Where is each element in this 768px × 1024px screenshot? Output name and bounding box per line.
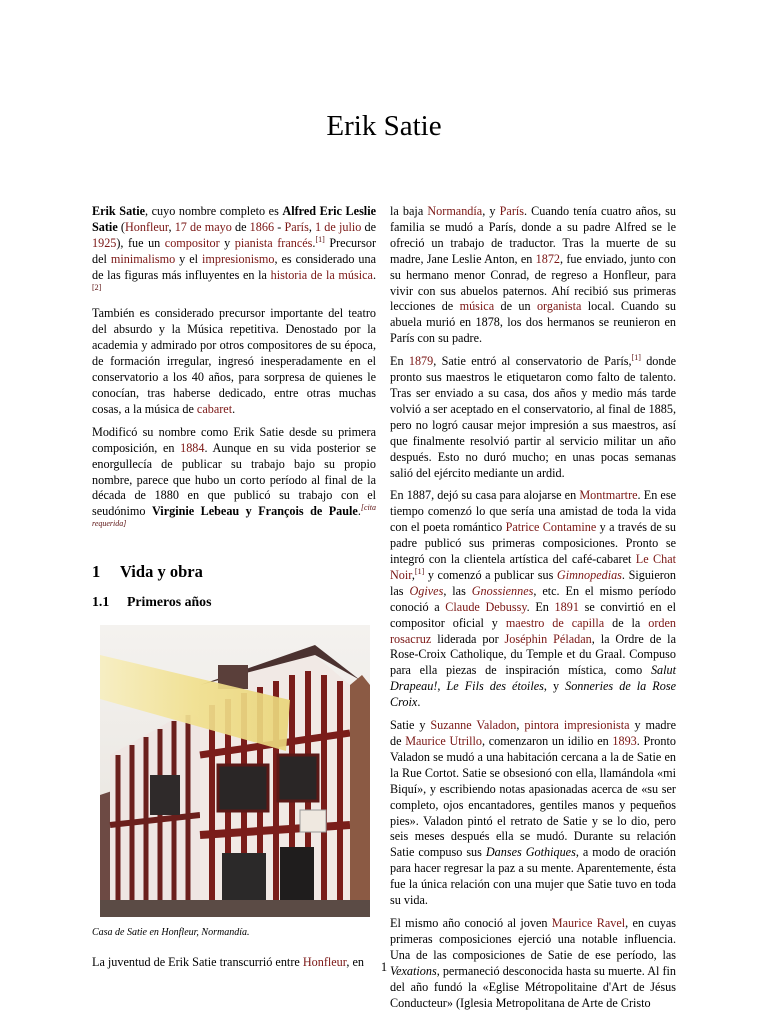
- page-title: Erik Satie: [326, 110, 442, 142]
- citation-ref: [92, 282, 101, 291]
- citation-needed-link[interactable]: [cita requerida]: [92, 503, 376, 529]
- section-heading: [92, 564, 376, 580]
- link-orden-rosacruz[interactable]: orden rosacruz: [390, 615, 676, 646]
- link-gimnopedias[interactable]: Gimnopedias: [556, 567, 622, 582]
- link-maurice-ravel[interactable]: Maurice Ravel: [551, 915, 626, 930]
- link-17-mayo[interactable]: 17 de mayo: [174, 219, 232, 234]
- paragraph-montmartre: En 1887, dejó su casa para alojarse en Montmartre. En ese tiempo comenzó lo que sería una amistad de toda la vida con el poeta romántico Patrice Contamine y a través de su padre publicó sus primeras composiciones. Pronto se integró con la clientela artística del café-cabaret Le Chat Noir,[1] y comenzó a publicar sus Gimnopedias. Siguieron las Ogives, las Gnossiennes, etc. En el mismo período conoció a Claude Debussy. En 1891 se convirtió en el compositor oficial y maestro de capilla de la orden rosacruz liderada por Joséphin Péladan, la Ordre de la Rose-Croix Catholique, du Temple et du Graal. Compuso para ella piezas de inspiración mística, como Salut Drapeau!, Le Fils des étoiles, y Sonneries de la Rose Croix.: [390, 488, 676, 710]
- link-claude-debussy[interactable]: Claude Debussy: [445, 599, 527, 614]
- link-montmartre[interactable]: Montmartre: [579, 488, 638, 503]
- citation-ref: [415, 567, 424, 576]
- citation-1[interactable]: [1]: [315, 234, 325, 244]
- work-title: Le Fils des étoiles: [446, 679, 544, 694]
- link-maestro-capilla[interactable]: maestro de capilla: [505, 615, 605, 630]
- citation-1c[interactable]: [1]: [414, 566, 425, 576]
- link-normandia[interactable]: Normandía: [427, 204, 483, 218]
- link-josephin-peladan[interactable]: Joséphin Péladan: [504, 631, 592, 646]
- link-honfleur[interactable]: Honfleur: [124, 219, 169, 234]
- link-1925[interactable]: 1925: [92, 235, 117, 250]
- work-title: Sonneries de la Rose Croix: [390, 679, 676, 710]
- link-pintora-impresionista[interactable]: pintora impresionista: [524, 718, 630, 733]
- paragraph-conservatorio: En 1879, Satie entró al conservatorio de París,[1] donde pronto sus maestros le etiquetaron como falto de talento. Tras ser enviado a su casa, dos años y medio más tarde volvió a ser aceptado en el conservatorio, al final de 1885, pero no logró causar mejor impresión a sus maestros, así que finalmente resolvió partir al servicio militar un año después. Esto no duró mucho; en unas pocas semanas salió del ejército mediante un ardid.: [390, 353, 676, 480]
- work-title: Vexations: [390, 963, 437, 978]
- link-1893[interactable]: 1893: [612, 734, 637, 748]
- link-historia-musica[interactable]: historia de la música: [270, 267, 373, 282]
- link-1866[interactable]: 1866: [249, 219, 275, 234]
- link-1879[interactable]: 1879: [408, 354, 434, 369]
- section-number: 1: [92, 562, 101, 582]
- left-column: [92, 204, 376, 978]
- link-impresionismo[interactable]: impresionismo: [201, 251, 275, 266]
- paragraph-ravel: El mismo año conoció al joven Maurice Ravel, en cuyas primeras composiciones ejerció una notable influencia. Una de las composiciones de Satie de ese período, las Vexations, permaneció desconocida hasta su muerte. Al fin del año fundó la «Eglise Métropolitaine d'Art de Jésus Conducteur» (Iglesia Metropolitana de Arte de Cristo: [390, 915, 677, 1010]
- link-1872[interactable]: 1872: [535, 251, 561, 266]
- link-compositor[interactable]: compositor: [164, 235, 220, 250]
- page-number: 1: [380, 960, 388, 974]
- bold-name: Erik Satie: [92, 204, 146, 218]
- link-1-julio[interactable]: 1 de julio: [315, 219, 362, 234]
- link-pianista[interactable]: pianista: [234, 235, 273, 250]
- link-le-chat-noir[interactable]: Le Chat Noir: [390, 552, 676, 582]
- paragraph-precursor: También es considerado precursor importante del teatro del absurdo y la Música repetitiva. Denostado por la academia y admirado por otros compositores de su época, de formación irregular, ingresó inesperadamente en el conservatorio a los 40 años, para sorpresa de quienes le conocían, tras haberse dedicado, entre otras muchas cosas, a la música de cabaret.: [92, 306, 376, 416]
- right-column: [390, 204, 676, 1018]
- link-suzanne-valadon[interactable]: Suzanne Valadon: [430, 718, 517, 733]
- work-title: Danses Gothiques: [485, 845, 576, 860]
- link-musica[interactable]: música: [459, 299, 495, 314]
- link-minimalismo[interactable]: minimalismo: [110, 251, 176, 266]
- link-frances[interactable]: francés: [277, 235, 313, 250]
- subsection-number: 1.1: [92, 594, 110, 610]
- link-cabaret[interactable]: cabaret: [196, 401, 233, 416]
- paragraph-normandia: la baja Normandía, y París. Cuando tenía cuatro años, su familia se mudó a París, donde a su padre Alfred se le ofreció un trabajo de traductor. Tras la muerte de su madre, Jane Leslie Anton, en 1872, fue enviado, junto con su hermano menor Conrad, de regreso a Honfleur, para vivir con sus abuelos paternos. Ahí recibió sus primeras lecciones de música de un organista local. Cuando su abuela murió en 1878, los dos hermanos se reunieron en París con su padre.: [390, 204, 677, 346]
- work-title: Salut Drapeau!: [390, 663, 676, 694]
- section-title: Vida y obra: [120, 562, 203, 582]
- link-gnossiennes[interactable]: Gnossiennes: [471, 583, 534, 598]
- paragraph-valadon: Satie y Suzanne Valadon, pintora impresionista y madre de Maurice Utrillo, comenzaron un idilio en 1893. Pronto Valadon se mudó a una habitación cercana a la de Satie en la Rue Cortot. Satie se obsesionó con ella, llamándola «mi Biquí», y escribiendo notas apasionadas acerca de «su ser completo, ojos encantadores, gentiles manos y pequeños pies». Valadon pintó el retrato de Satie y se lo dio, pero seis meses después ella se mudó. Durante su relación Satie compuso sus Danses Gothiques, a modo de oración para hacer regresar la paz a su mente. Aparentemente, ésta fue la única relación con una mujer que Satie tuvo en toda su vida.: [390, 718, 676, 908]
- citation-ref: [315, 235, 324, 244]
- photo-caption: Casa de Satie en Honfleur, Normandía.: [92, 926, 250, 938]
- link-paris-2[interactable]: París: [499, 204, 524, 218]
- citation-1b[interactable]: [1]: [631, 353, 641, 363]
- link-ogives[interactable]: Ogives: [409, 583, 444, 598]
- citation-2[interactable]: [2]: [92, 282, 102, 292]
- link-maurice-utrillo[interactable]: Maurice Utrillo: [405, 734, 482, 748]
- link-organista[interactable]: organista: [536, 299, 582, 314]
- bold-pseudonym: Virginie Lebeau y François de Paule: [151, 504, 358, 519]
- subsection-title: Primeros años: [127, 594, 212, 610]
- link-1891[interactable]: 1891: [554, 599, 579, 614]
- paragraph-youth: La juventud de Erik Satie transcurrió entre Honfleur, en: [92, 954, 364, 969]
- citation-ref: [632, 353, 641, 362]
- subsection-heading: [92, 594, 376, 610]
- link-honfleur-2[interactable]: Honfleur: [302, 954, 347, 969]
- paragraph-intro: Erik Satie, cuyo nombre completo es Alfred Eric Leslie Satie (Honfleur, 17 de mayo de 1866 - París, 1 de julio de 1925), fue un compositor y pianista francés.[1] Precursor del minimalismo y el impresionismo, es considerado una de las figuras más influyentes en la historia de la música.[2]: [92, 204, 377, 292]
- bold-full-name: Alfred Eric Leslie Satie: [92, 204, 376, 234]
- link-patrice-contamine[interactable]: Patrice Contamine: [505, 520, 597, 535]
- house-photo: [100, 625, 370, 917]
- paragraph-name: Modificó su nombre como Erik Satie desde su primera composición, en 1884. Aunque en su vida posterior se enorgullecía de publicar su trabajo bajo su propio nombre, parece que hubo un corto período al final de la década de 1880 en que publicó su trabajo con el seudónimo Virginie Lebeau y François de Paule.[cita requerida]: [92, 424, 376, 529]
- link-paris[interactable]: París: [284, 219, 309, 234]
- link-1884[interactable]: 1884: [180, 440, 205, 455]
